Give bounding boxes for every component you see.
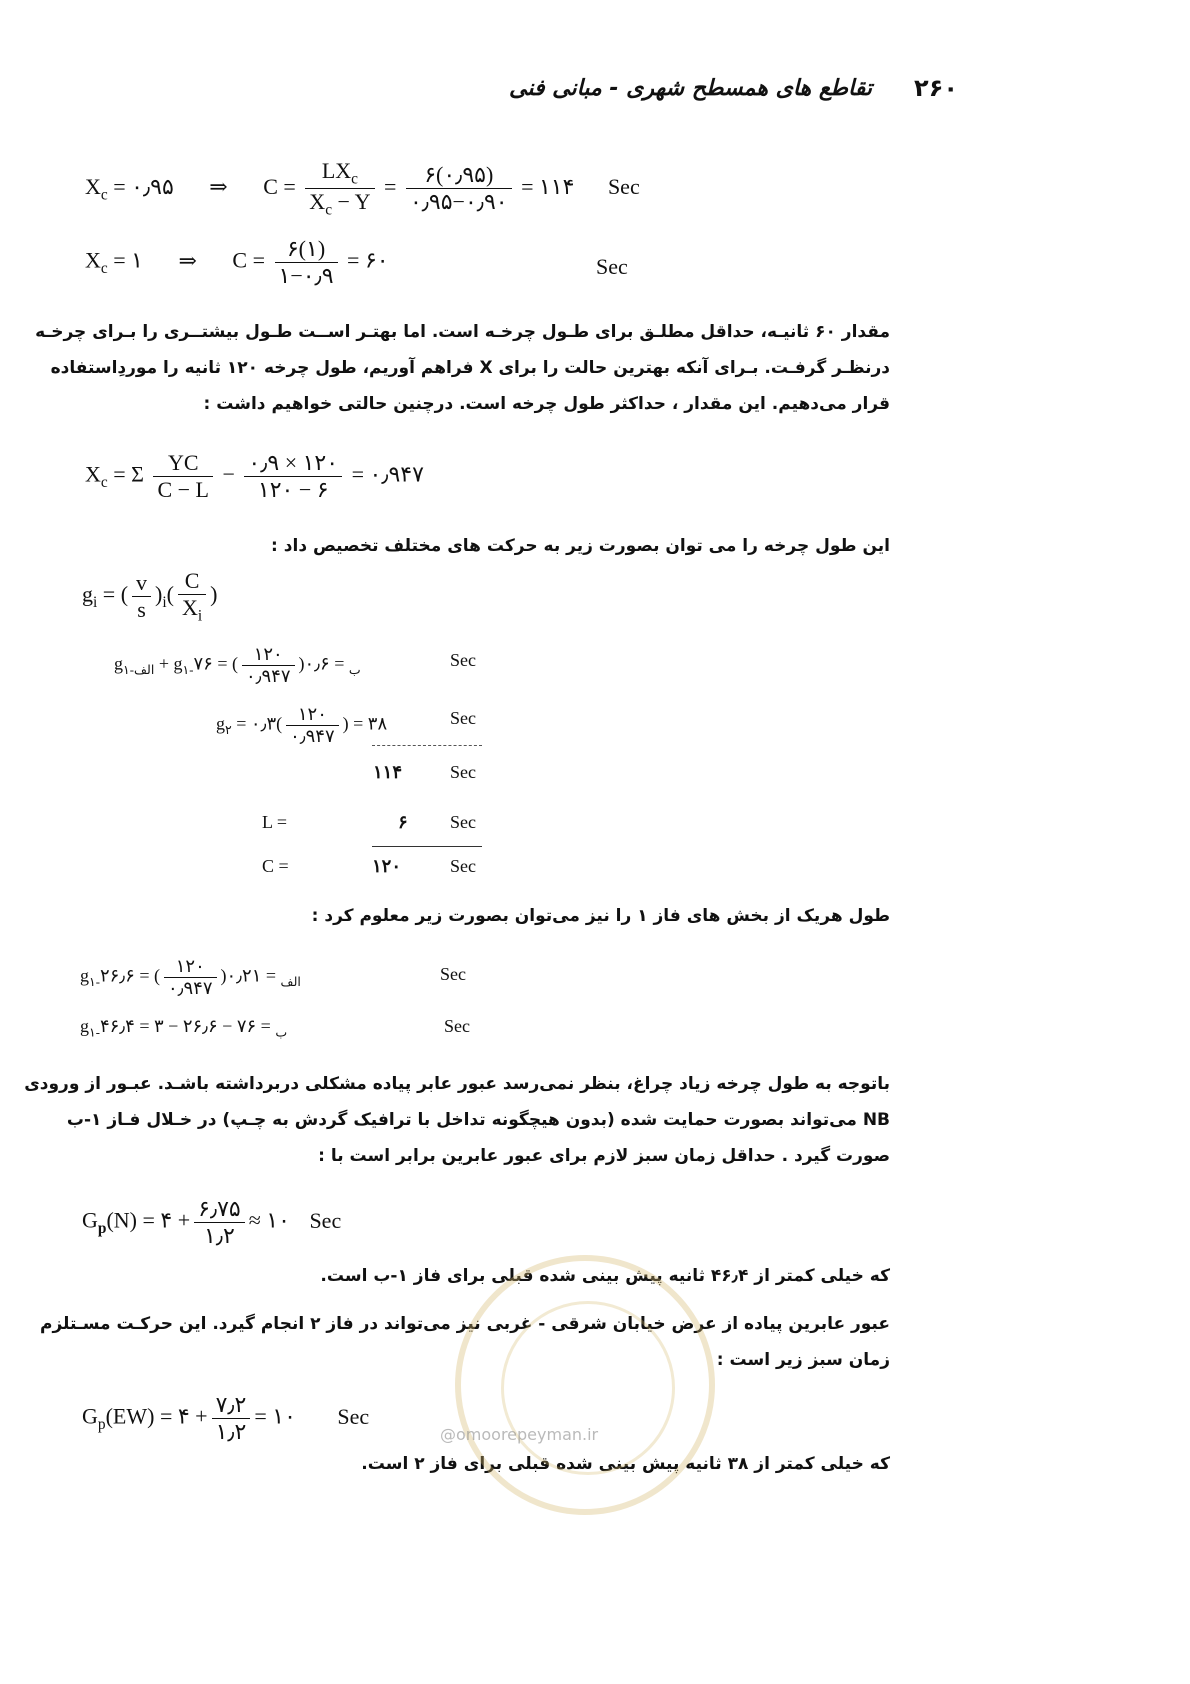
- unit-sec: Sec: [309, 1207, 342, 1233]
- unit-sec: Sec: [450, 812, 476, 832]
- implies-arrow: ⇒: [209, 173, 228, 199]
- equation-xc-1: $X_c$ = ۱ ⇒ C = $\frac{۶(۱)}{۱-۰٫۹}$ = ۶۰: [85, 236, 389, 288]
- lost-time-value: ۶: [398, 812, 408, 832]
- equation-gp-n: $G_p(N)$ = ۴ + $\frac{۶٫۷۵}{۱٫۲}$ ≈ ۱۰ Sec: [82, 1196, 342, 1248]
- unit-sec: Sec: [607, 173, 640, 199]
- paragraph-phase1-parts: طول هریک از بخش های فاز ۱ را نیز می‌توان بصورت زیر معلوم کرد :: [311, 906, 890, 926]
- fraction-numeric: $\frac{۰٫۹ \times ۱۲۰}{۱۲۰ - ۶}$: [244, 450, 342, 503]
- fraction-72: $\frac{۷٫۲}{۱٫۲}$: [212, 1392, 251, 1445]
- fraction-numeric: $\frac{۶(۰٫۹۵)}{۰٫۹۵-۰٫۹۰}$: [406, 162, 512, 215]
- eq-c-label: C =: [263, 173, 296, 199]
- total-divider: [372, 846, 482, 847]
- unit-sec: Sec: [444, 1016, 470, 1036]
- eq-result: = ۱۱۴: [521, 173, 575, 199]
- paragraph-cycle-length: مقدار ۶۰ ثانیـه، حداقل مطلـق برای طـول چرخـه است. اما بهتـر اســت طـول بیشتــری را بـرای چرخـه درنظـر گرفـت. بـرای آنکه بهترین حالت را برای X فراهم آوریم، طول چرخه ۱۲۰ ثانیه را موردِاستفاده قرار می‌دهیم. این مقدار ، حداکثر طول چرخه است. درچنین حالتی خواهیم داشت :: [35, 322, 890, 414]
- fraction-lxc: $\frac{LX_c}{X_c - Y}$: [305, 158, 374, 220]
- fraction-vs: $\frac{v}{s}$: [132, 570, 151, 623]
- unit-sec: Sec: [440, 964, 466, 984]
- unit-sec: Sec: [596, 254, 628, 279]
- cycle-value: ۱۲۰: [372, 856, 402, 876]
- unit-sec: Sec: [450, 650, 476, 670]
- fraction-675: $\frac{۶٫۷۵}{۱٫۲}$: [194, 1196, 245, 1249]
- paragraph-pedestrian: باتوجه به طول چرخه زیاد چراغ، بنظر نمی‌رسد عبور عابر پیاده مشکلی دربرداشته باشـد. عبـور از ورودی NB می‌تواند بصورت حمایت شده (بدون هیچگونه تداخل با ترافیک گردش به چـپ) در خـلال فـاز ۱-ب صورت گیرد . حداقل زمان سبز لازم برای عبور عابرین برابر است با :: [24, 1074, 890, 1166]
- fraction-120: $\frac{۱۲۰}{۰٫۹۴۷}$: [286, 704, 339, 747]
- paragraph-ew-crossing: عبور عابرین پیاده از عرض خیابان شرقی - غربی نیز می‌تواند در فاز ۲ انجام گیرد. این حرکـت مسـتلزم زمان سبز زیر است :: [40, 1314, 890, 1370]
- fraction-120: $\frac{۱۲۰}{۰٫۹۴۷}$: [242, 644, 295, 687]
- watermark-text: @omoorepeyman.ir: [440, 1425, 599, 1444]
- equation-g1b: $g_{۱-ب}$ = ۷۶ − ۲۶٫۶ − ۳ = ۴۶٫۴: [80, 1016, 288, 1040]
- page-number: ۲۶۰: [914, 74, 958, 102]
- sum-divider: [372, 745, 482, 746]
- allocation-sum: ۱۱۴: [373, 762, 403, 782]
- implies-arrow: ⇒: [178, 247, 197, 273]
- paragraph-phase2-compare: که خیلی کمتر از ۳۸ ثانیه پیش بینی شده قبلی برای فاز ۲ است.: [361, 1454, 890, 1474]
- unit-sec: Sec: [450, 856, 476, 876]
- eq-lhs: X: [85, 173, 101, 199]
- unit-sec: Sec: [450, 762, 476, 782]
- fraction-120: $\frac{۱۲۰}{۰٫۹۴۷}$: [164, 956, 217, 999]
- equation-g1a: $g_{۱-الف}$ = ۰٫۲۱( $\frac{۱۲۰}{۰٫۹۴۷}$ ) = ۲۶٫۶: [80, 956, 301, 998]
- cycle-label: C =: [262, 856, 289, 876]
- watermark-seal: [455, 1255, 715, 1515]
- equation-gi: $g_i$ = ( $\frac{v}{s}$ )$_i$( $\frac{C}{X_i}$ ): [82, 568, 218, 625]
- fraction-c-xi: $\frac{C}{X_i}$: [178, 568, 206, 625]
- unit-sec: Sec: [450, 708, 476, 728]
- fraction-6-over: $\frac{۶(۱)}{۱-۰٫۹}$: [275, 236, 338, 289]
- equation-xc-sum: $X_c = \Sigma$ $\frac{YC}{C - L}$ − $\frac{۰٫۹ \times ۱۲۰}{۱۲۰ - ۶}$ = ۰٫۹۴۷: [85, 450, 424, 502]
- equation-xc-095: $X_c$ = ۰٫۹۵ ⇒ C = $\frac{LX_c}{X_c - Y}$ = $\frac{۶(۰٫۹۵)}{۰٫۹۵-۰٫۹۰}$ = ۱۱۴ Sec: [85, 158, 640, 219]
- allocation-row-phase2: $g_۲$ = ۰٫۳( $\frac{۱۲۰}{۰٫۹۴۷}$ ) = ۳۸: [216, 704, 388, 746]
- fraction-yc: $\frac{YC}{C - L}$: [153, 450, 213, 503]
- page-header-title: تقاطع های همسطح شهری - مبانی فنی: [509, 76, 872, 101]
- paragraph-allocation: این طول چرخه را می توان بصورت زیر به حرکت های مختلف تخصیص داد :: [271, 536, 890, 556]
- equation-gp-ew: $G_p(EW)$ = ۴ + $\frac{۷٫۲}{۱٫۲}$ = ۱۰ Sec: [82, 1392, 370, 1444]
- unit-sec: Sec: [337, 1403, 370, 1429]
- eq-lhs-sub: c: [100, 186, 108, 204]
- eq-lhs-value: = ۰٫۹۵: [113, 173, 174, 199]
- allocation-row-phase1: $g_{۱-الف} + g_{۱-ب}$ = ۰٫۶( $\frac{۱۲۰}{۰٫۹۴۷}$ ) = ۷۶: [114, 644, 361, 686]
- paragraph-phase1b-compare: که خیلی کمتر از ۴۶٫۴ ثانیه پیش بینی شده قبلی برای فاز ۱-ب است.: [320, 1266, 890, 1286]
- lost-time-label: L =: [262, 812, 287, 832]
